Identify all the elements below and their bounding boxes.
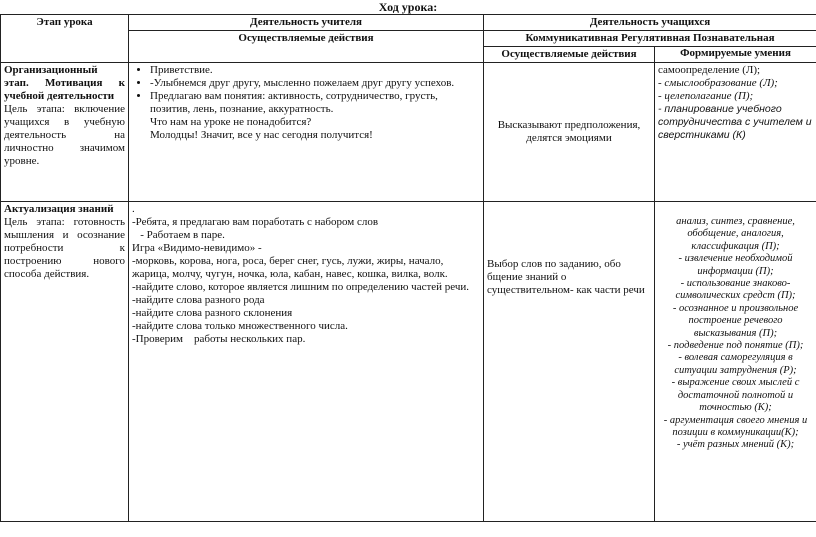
skill-item: - аргументация своего мнения и позиции в коммуникации(К);: [663, 414, 808, 438]
teacher-cell-2: [129, 202, 484, 522]
skill-item: - планирование учебного сотрудничества с учителем и сверстниками (К): [658, 103, 812, 141]
stage-goal-2: Цель этапа: готовность мышления и осознание потребности к построению нового способа действия.: [4, 216, 125, 280]
skill-item: - смыслообразование (Л);: [658, 77, 778, 89]
teacher-cell-1: [129, 63, 484, 202]
skill-item: - подведение под понятие (П);: [667, 340, 804, 352]
skill-item: - использование знаково-символических средст (П);: [675, 278, 796, 302]
header-students: Деятельность учащихся: [484, 15, 816, 31]
stage-title-2: Актуализация знаний: [4, 203, 114, 215]
teacher-line: - Работаем в паре.: [132, 229, 225, 241]
stage-goal-1: Цель этапа: включение учащихся в учебную деятельность на личностно значимом уровне.: [4, 103, 125, 167]
teacher-line: Молодцы! Значит, все у нас сегодня получится!: [150, 129, 373, 141]
skills-cell-2: [655, 202, 816, 522]
teacher-line: -морковь, корова, нога, роса, берег снег, гусь, лужи, жиры, начало, жарица, молчу, чугун, ночка, юла, кабан, навес, кошка, вилка, волк.: [132, 255, 448, 280]
teacher-line: -найдите слово, которое является лишним по определению частей речи.: [132, 281, 470, 293]
student-action-2: Выбор слов по заданию, обо бщение знаний о существительном- как части речи: [484, 202, 655, 522]
stage-title-1: Организационный этап. Мотивация к учебной деятельности: [4, 64, 125, 102]
stage-cell-2: [1, 202, 129, 522]
teacher-line: Игра «Видимо-невидимо» -: [132, 242, 262, 254]
skill-item: - целеполагание (П);: [658, 90, 754, 102]
teacher-line: -Проверим работы нескольких пар.: [132, 333, 306, 345]
header-stage: Этап урока: [1, 15, 129, 63]
list-item: • Приветствие.: [150, 64, 480, 77]
skill-item: - извлечение необходимой информации (П);: [678, 253, 793, 277]
teacher-bullets-1: [132, 64, 480, 116]
teacher-line: Что нам на уроке не понадобится?: [150, 116, 312, 128]
header-student-actions: Осуществляемые действия: [484, 47, 655, 63]
skills-cell-1: [655, 63, 816, 202]
header-formed-skills: Формируемые умения: [655, 47, 816, 63]
student-action-1: Высказывают предположения, делятся эмоциями: [484, 63, 655, 202]
list-item: • -Улыбнемся друг другу, мысленно пожелаем друг другу успехов.: [150, 77, 480, 90]
page-title: Ход урока:: [378, 0, 438, 14]
skill-item: - выражение своих мыслей с достаточной полнотой и точностью (К);: [671, 377, 800, 414]
teacher-line: -найдите слова только множественного числа.: [132, 320, 348, 332]
skill-item: самоопределение (Л);: [658, 64, 761, 76]
skill-item: - осознанное и произвольное построение речевого высказывания (П);: [672, 302, 799, 339]
list-item: • Предлагаю вам понятия: активность, сотрудничество, грусть, позитив, лень, познание, аккуратность.: [150, 90, 480, 116]
header-teacher-actions: Осуществляемые действия: [129, 31, 484, 63]
header-teacher: Деятельность учителя: [129, 15, 484, 31]
teacher-line: -найдите слова разного склонения: [132, 307, 293, 319]
stage-cell-1: [1, 63, 129, 202]
header-comm-reg-cog: Коммуникативная Регулятивная Познавательная: [484, 31, 816, 47]
skill-item: - волевая саморегуляция в ситуации затруднения (Р);: [674, 352, 797, 376]
teacher-line: -Ребята, я предлагаю вам поработать с набором слов: [132, 216, 379, 228]
teacher-line: .: [132, 203, 135, 215]
skill-item: анализ, синтез, сравнение, обобщение, аналогия, классификация (П);: [676, 216, 795, 252]
lesson-table: [0, 14, 816, 522]
skill-item: - учёт разных мнений (К);: [676, 439, 795, 451]
teacher-line: -найдите слова разного рода: [132, 294, 265, 306]
